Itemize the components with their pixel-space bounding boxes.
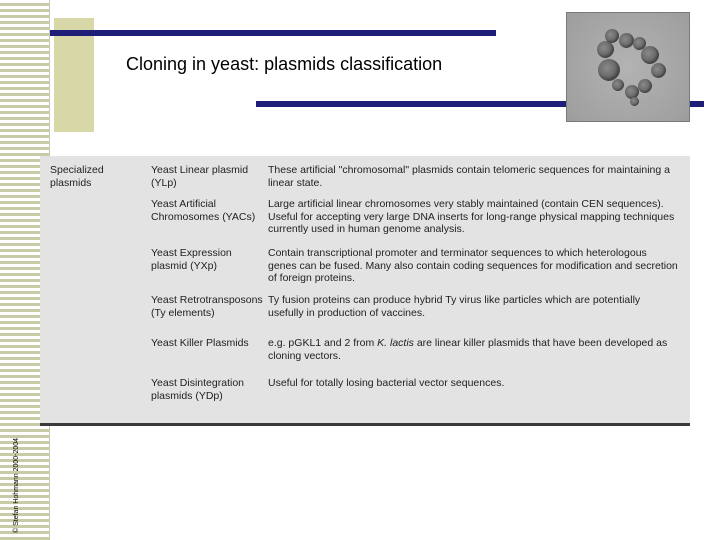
copyright-notice: © Stefan Hohmann 2000-2004 [13, 437, 20, 533]
yeast-cell [638, 79, 652, 93]
slide-title: Cloning in yeast: plasmids classification [126, 54, 443, 74]
description-text: e.g. pGKL1 and 2 from [268, 337, 378, 349]
yeast-cells-micrograph [566, 12, 690, 122]
table-row [151, 164, 681, 189]
table-row [151, 377, 681, 402]
plasmid-description: Contain transcriptional promoter and terminator sequences to which heterologous genes can be fused. Many also contain coding sequences for modification and secretion of foreign proteins. [268, 247, 678, 284]
plasmid-name: Yeast Artificial Chromosomes (YACs) [151, 198, 256, 223]
plasmid-name: Yeast Disintegration plasmids (YDp) [151, 377, 245, 402]
plasmid-description: Ty fusion proteins can produce hybrid Ty virus like particles which are potentially usefully in production of vaccines. [268, 294, 641, 319]
yeast-cell [630, 97, 639, 106]
yeast-cell [619, 33, 634, 48]
table-row [151, 294, 681, 319]
yeast-cell [598, 59, 620, 81]
table-row [151, 337, 681, 362]
plasmid-table [40, 156, 690, 426]
yeast-cell [651, 63, 666, 78]
table-category-label: Specialized plasmids [50, 164, 104, 189]
description-text: are linear killer plasmids that have been developed as cloning vectors. [268, 337, 668, 362]
species-name: K. lactis [377, 337, 414, 349]
table-row [151, 247, 681, 285]
plasmid-description: Large artificial linear chromosomes very stably maintained (contain CEN sequences). Useful for accepting very large DNA inserts for long-range physical mapping techniques currently used in human genome analysis. [268, 198, 675, 235]
plasmid-description [268, 337, 678, 362]
plasmid-description: Useful for totally losing bacterial vector sequences. [268, 377, 505, 389]
table-row [151, 198, 681, 236]
yeast-cell [597, 41, 614, 58]
yeast-cell [612, 79, 624, 91]
plasmid-name: Yeast Killer Plasmids [151, 337, 249, 349]
plasmid-name: Yeast Retrotransposons (Ty elements) [151, 294, 263, 319]
yeast-cell [605, 29, 619, 43]
plasmid-name: Yeast Linear plasmid (YLp) [151, 164, 249, 189]
plasmid-description: These artificial "chromosomal" plasmids contain telomeric sequences for maintaining a linear state. [268, 164, 670, 189]
plasmid-name: Yeast Expression plasmid (YXp) [151, 247, 232, 272]
title-rule-top [50, 30, 496, 36]
yeast-cell [641, 46, 659, 64]
